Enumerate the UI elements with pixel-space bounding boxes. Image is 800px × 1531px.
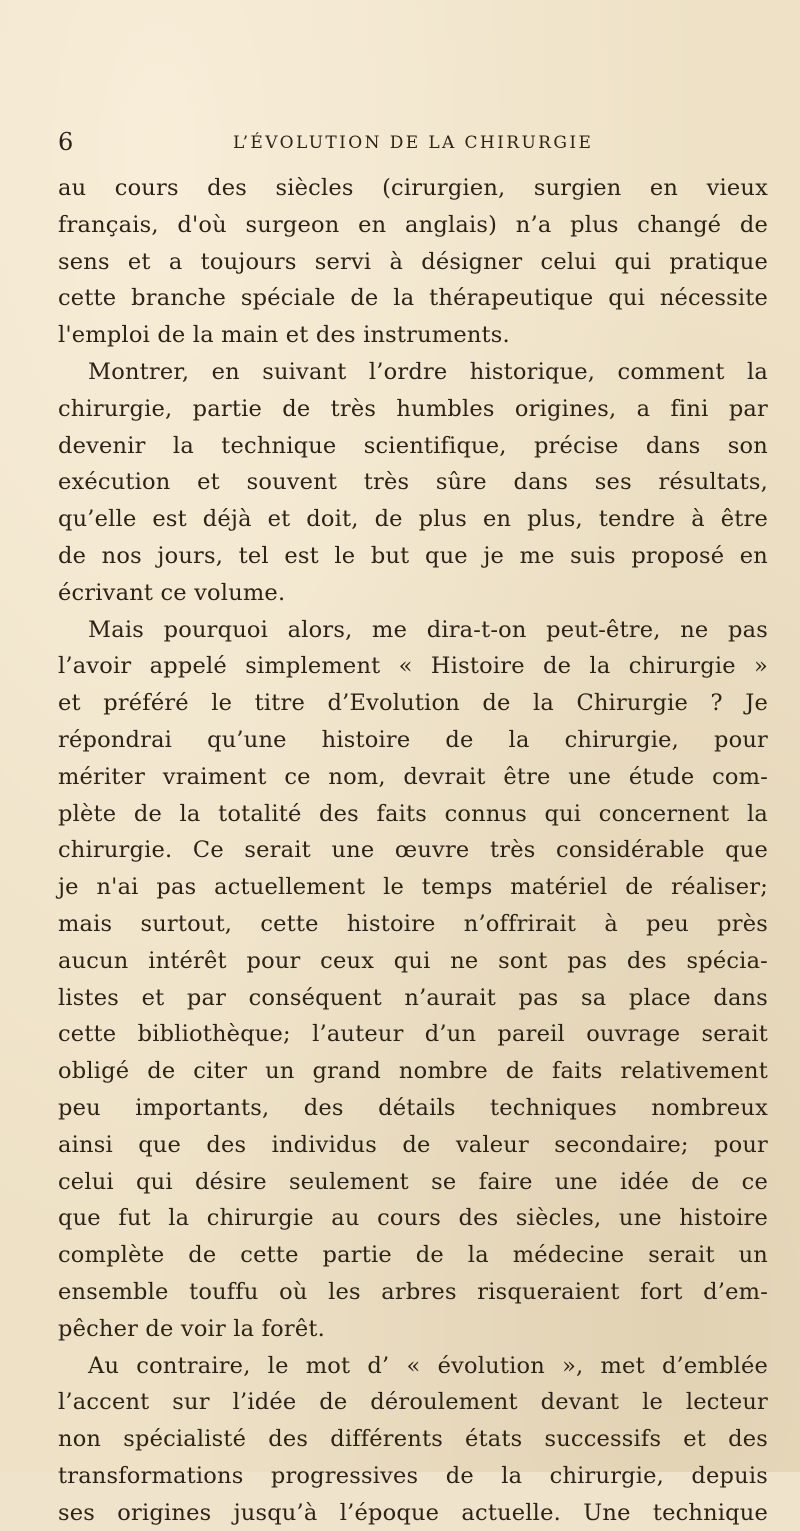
text-line: ensemble touffu où les arbres risqueraient fort d’em- [58,1278,768,1305]
text-line: exécution et souvent très sûre dans ses résultats, [58,469,768,496]
text-line: chirurgie. Ce serait une œuvre très considérable que [58,837,768,864]
text-line: écrivant ce volume. [58,579,286,606]
text-line: et préféré le titre d’Evolution de la Chirurgie ? Je [58,690,768,717]
text-line: cette bibliothèque; l’auteur d’un pareil ouvrage serait [58,1021,768,1048]
text-line: qu’elle est déjà et doit, de plus en plus, tendre à être [58,506,768,533]
text-line: ses origines jusqu’à l’époque actuelle. Une technique [58,1499,768,1526]
text-line: plète de la totalité des faits connus qui concernent la [58,800,768,827]
text-line: mériter vraiment ce nom, devrait être une étude com- [58,763,768,790]
text-line: répondrai qu’une histoire de la chirurgie, pour [58,726,768,753]
text-line: Montrer, en suivant l’ordre historique, comment la [88,358,768,385]
running-title: L’ÉVOLUTION DE LA CHIRURGIE [233,133,594,153]
text-line: celui qui désire seulement se faire une idée de ce [58,1168,768,1195]
page-number: 6 [58,128,74,156]
page-header [58,128,758,156]
text-line: aucun intérêt pour ceux qui ne sont pas des spécia- [58,947,768,974]
text-line: peu importants, des détails techniques nombreux [58,1094,768,1121]
text-line: l’avoir appelé simplement « Histoire de la chirurgie » [58,653,768,680]
text-line: chirurgie, partie de très humbles origines, a fini par [58,395,768,422]
text-line: l'emploi de la main et des instruments. [58,322,510,349]
text-line: complète de cette partie de la médecine serait un [58,1242,768,1269]
text-line: pêcher de voir la forêt. [58,1315,325,1342]
text-line: sens et a toujours servi à désigner celui qui pratique [58,248,768,275]
text-line: au cours des siècles (cirurgien, surgien en vieux [58,175,768,201]
text-line: obligé de citer un grand nombre de faits relativement [58,1058,768,1085]
body-text [58,170,768,1531]
text-line: mais surtout, cette histoire n’offrirait à peu près [58,910,768,937]
text-line: cette branche spéciale de la thérapeutique qui nécessite [58,285,768,312]
text-line: listes et par conséquent n’aurait pas sa place dans [58,984,768,1011]
text-line: devenir la technique scientifique, précise dans son [58,432,768,459]
text-line: transformations progressives de la chirurgie, depuis [58,1462,768,1489]
text-line: l’accent sur l’idée de déroulement devant le lecteur [58,1389,768,1416]
text-line: je n'ai pas actuellement le temps matériel de réaliser; [58,874,768,901]
text-line: de nos jours, tel est le but que je me suis proposé en [58,542,768,569]
text-line: Mais pourquoi alors, me dira-t-on peut-être, ne pas [88,616,768,643]
text-line: non spécialisté des différents états successifs et des [58,1426,768,1453]
text-line: ainsi que des individus de valeur secondaire; pour [58,1131,768,1158]
text-line: français, d'où surgeon en anglais) n’a plus changé de [58,211,768,238]
text-line: que fut la chirurgie au cours des siècles, une histoire [58,1205,768,1232]
text-line: Au contraire, le mot d’ « évolution », met d’emblée [88,1352,768,1379]
